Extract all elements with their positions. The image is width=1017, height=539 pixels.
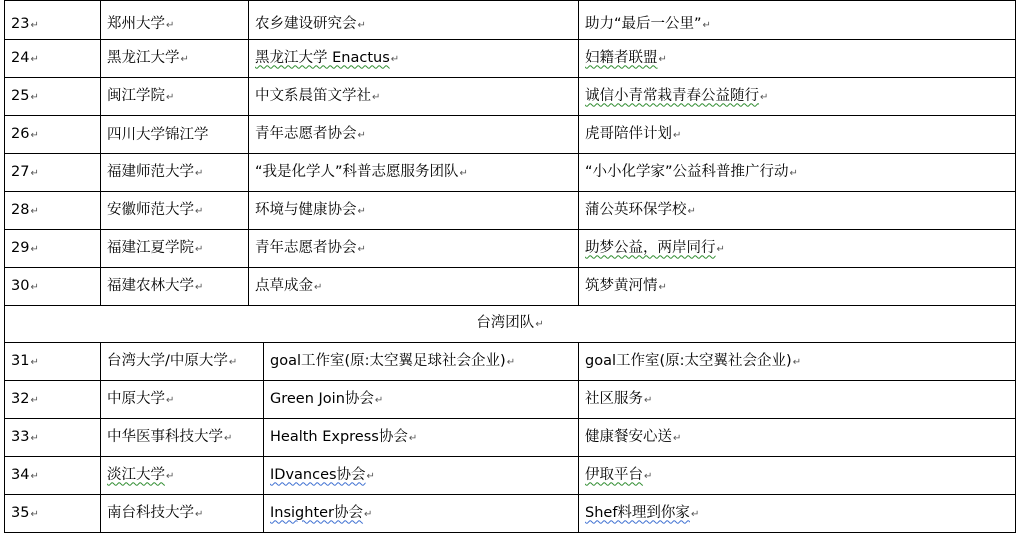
team-cell: 环境与健康协会↵ — [249, 192, 579, 230]
project-cell: 诚信小青常栽青春公益随行↵ — [579, 78, 1016, 116]
school-cell: 中华医事科技大学↵ — [101, 419, 264, 457]
project-cell: 蒲公英环保学校↵ — [579, 192, 1016, 230]
school-cell: 南台科技大学↵ — [101, 495, 264, 533]
row-number-cell: 23↵ — [5, 1, 101, 40]
document-page — [4, 0, 1015, 533]
team-cell: 黑龙江大学 Enactus↵ — [249, 40, 579, 78]
table-body — [5, 1, 1016, 533]
school-cell: 中原大学↵ — [101, 381, 264, 419]
team-cell: “我是化学人”科普志愿服务团队↵ — [249, 154, 579, 192]
row-number-cell: 33↵ — [5, 419, 101, 457]
school-cell: 福建江夏学院↵ — [101, 230, 249, 268]
project-cell: 社区服务↵ — [579, 381, 1016, 419]
row-number-cell: 34↵ — [5, 457, 101, 495]
row-number-cell: 32↵ — [5, 381, 101, 419]
row-number-cell: 28↵ — [5, 192, 101, 230]
section-title-cell: 台湾团队↵ — [5, 306, 1016, 343]
team-cell: Health Express协会↵ — [264, 419, 579, 457]
table-row — [5, 40, 1016, 78]
row-number-cell: 31↵ — [5, 343, 101, 381]
table-row — [5, 1, 1016, 40]
team-cell: Insighter协会↵ — [264, 495, 579, 533]
project-cell: 助梦公益，两岸同行↵ — [579, 230, 1016, 268]
team-cell: 点草成金↵ — [249, 268, 579, 306]
team-cell: 中文系晨笛文学社↵ — [249, 78, 579, 116]
table-row — [5, 192, 1016, 230]
table-row — [5, 154, 1016, 192]
school-cell: 四川大学锦江学 — [101, 116, 249, 154]
table-row — [5, 268, 1016, 306]
table-section-row — [5, 306, 1016, 343]
team-cell: goal工作室(原:太空翼足球社会企业)↵ — [264, 343, 579, 381]
project-cell: 虎哥陪伴计划↵ — [579, 116, 1016, 154]
table-row — [5, 381, 1016, 419]
team-cell: IDvances协会↵ — [264, 457, 579, 495]
school-cell: 台湾大学/中原大学↵ — [101, 343, 264, 381]
project-cell: goal工作室(原:太空翼社会企业)↵ — [579, 343, 1016, 381]
project-cell: 伊取平台↵ — [579, 457, 1016, 495]
row-number-cell: 35↵ — [5, 495, 101, 533]
team-cell: Green Join协会↵ — [264, 381, 579, 419]
row-number-cell: 27↵ — [5, 154, 101, 192]
school-cell: 福建农林大学↵ — [101, 268, 249, 306]
team-cell: 青年志愿者协会↵ — [249, 230, 579, 268]
table-row — [5, 230, 1016, 268]
row-number-cell: 24↵ — [5, 40, 101, 78]
row-number-cell: 26↵ — [5, 116, 101, 154]
school-cell: 淡江大学↵ — [101, 457, 264, 495]
row-number-cell: 29↵ — [5, 230, 101, 268]
project-cell: 筑梦黄河情↵ — [579, 268, 1016, 306]
row-number-cell: 30↵ — [5, 268, 101, 306]
school-cell: 闽江学院↵ — [101, 78, 249, 116]
team-cell: 青年志愿者协会↵ — [249, 116, 579, 154]
project-cell: 助力“最后一公里”↵ — [579, 1, 1016, 40]
team-table — [4, 0, 1016, 533]
project-cell: Shef料理到你家↵ — [579, 495, 1016, 533]
table-row — [5, 419, 1016, 457]
school-cell: 安徽师范大学↵ — [101, 192, 249, 230]
team-cell: 农乡建设研究会↵ — [249, 1, 579, 40]
project-cell: 妇籍者联盟↵ — [579, 40, 1016, 78]
table-row — [5, 495, 1016, 533]
school-cell: 福建师范大学↵ — [101, 154, 249, 192]
project-cell: “小小化学家”公益科普推广行动↵ — [579, 154, 1016, 192]
table-row — [5, 116, 1016, 154]
school-cell: 黑龙江大学↵ — [101, 40, 249, 78]
table-row — [5, 343, 1016, 381]
section-title: 台湾团队 — [476, 315, 535, 331]
row-number-cell: 25↵ — [5, 78, 101, 116]
project-cell: 健康餐安心送↵ — [579, 419, 1016, 457]
table-row — [5, 457, 1016, 495]
school-cell: 郑州大学↵ — [101, 1, 249, 40]
table-row — [5, 78, 1016, 116]
